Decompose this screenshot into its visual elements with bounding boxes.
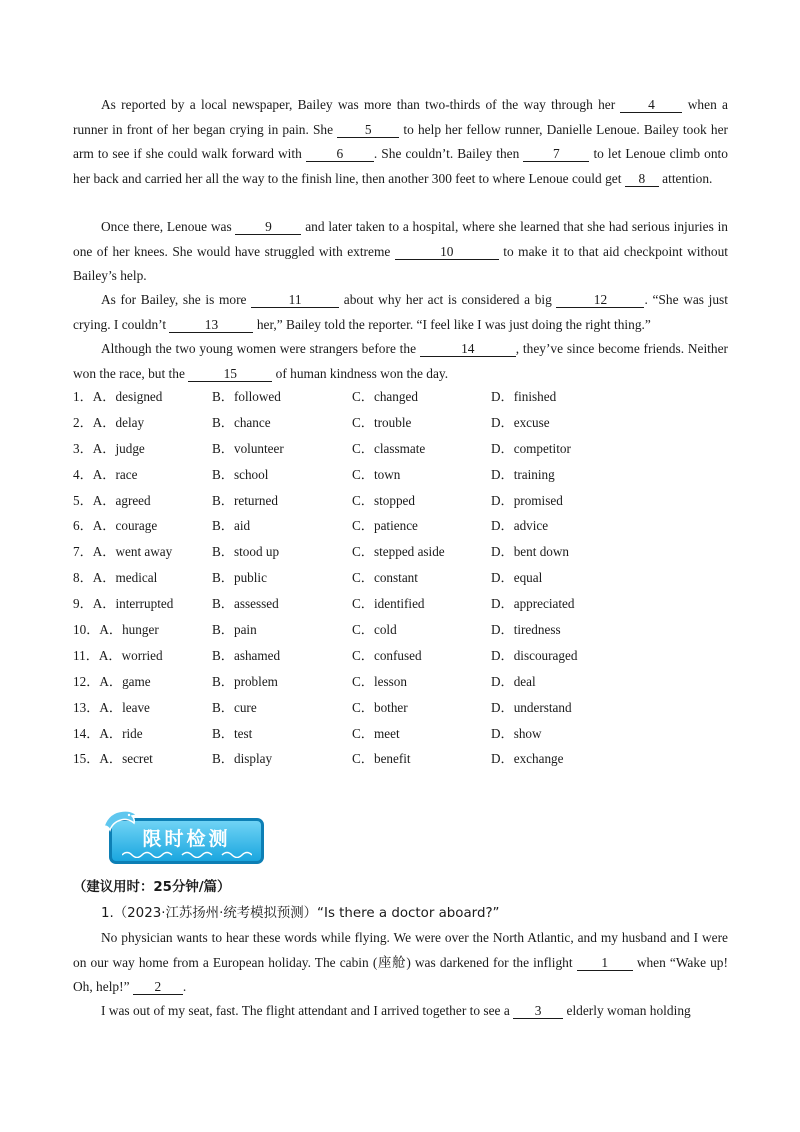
option-row: 11．A．worried B．ashamed C．confused D．discouraged [73, 647, 578, 663]
option-row: 10．A．hunger B．pain C．cold D．tiredness [73, 622, 561, 638]
blank-11[interactable]: 11 [251, 292, 339, 308]
blank-12[interactable]: 12 [556, 292, 644, 308]
answer-options [73, 386, 728, 774]
next-paragraph-2: I was out of my seat, fast. The flight attendant and I arrived together to see a 3 elderly woman holding [101, 1003, 691, 1018]
option-row: 8．A．medical B．public C．constant D．equal [73, 570, 543, 586]
passage-paragraph-4: Although the two young women were strangers before the 14 , they’ve since become friends. Neither won the race, but the 15 of human kindness won the day. [73, 341, 728, 381]
blank-4[interactable]: 4 [620, 97, 682, 113]
dolphin-icon [101, 806, 141, 836]
blank-10[interactable]: 10 [395, 244, 499, 260]
blank-5[interactable]: 5 [337, 122, 399, 138]
blank-n1[interactable]: 1 [577, 955, 633, 971]
option-row: 14．A．ride B．test C．meet D．show [73, 725, 542, 741]
passage-paragraph-2: Once there, Lenoue was 9 and later taken to a hospital, where she learned that she had serious injuries in one of her knees. She would have struggled with extreme 10 to make it to that aid checkpoint without Bailey’s help. [73, 219, 728, 283]
option-row: 15．A．secret B．display C．benefit D．exchange [73, 751, 564, 767]
blank-n3[interactable]: 3 [513, 1003, 563, 1019]
option-row: 5．A．agreed B．returned C．stopped D．promised [73, 492, 563, 508]
option-row: 13．A．leave B．cure C．bother D．understand [73, 699, 572, 715]
option-row: 9．A．interrupted B．assessed C．identified D．appreciated [73, 596, 575, 612]
blank-6[interactable]: 6 [306, 146, 374, 162]
option-row: 6．A．courage B．aid C．patience D．advice [73, 518, 549, 534]
blank-14[interactable]: 14 [420, 341, 516, 357]
blank-13[interactable]: 13 [169, 317, 253, 333]
option-row: 1．A．designed B．followed C．changed D．finished [73, 389, 557, 404]
suggested-time: （建议用时：25分钟/篇） [73, 880, 231, 895]
blank-15[interactable]: 15 [188, 366, 272, 382]
blank-8[interactable]: 8 [625, 171, 659, 187]
wave-decoration-icon [122, 850, 252, 858]
question-label: 1.（2023·江苏扬州·统考模拟预测）“Is there a doctor aboard?” [101, 906, 500, 921]
option-row: 4．A．race B．school C．town D．training [73, 466, 555, 482]
blank-9[interactable]: 9 [235, 219, 301, 235]
next-paragraph-1: No physician wants to hear these words while flying. We were over the North Atlantic, and my husband and I were on our way home from a European holiday. The cabin (座舱) was darkened for the inflight 1 when “Wake up! Oh, help!” 2 . [73, 930, 728, 994]
option-row: 7．A．went away B．stood up C．stepped aside D．bent down [73, 544, 570, 560]
passage-paragraph-3: As for Bailey, she is more 11 about why her act is considered a big 12 . “She was just crying. I couldn’t 13 her,” Bailey told the reporter. “I feel like I was just doing the right thing.” [73, 292, 728, 332]
blank-7[interactable]: 7 [523, 146, 589, 162]
option-row: 2．A．delay B．chance C．trouble D．excuse [73, 414, 550, 430]
section-badge [101, 806, 269, 868]
option-row: 12．A．game B．problem C．lesson D．deal [73, 673, 536, 689]
section-title: 限时检测 [142, 828, 231, 850]
option-row: 3．A．judge B．volunteer C．classmate D．competitor [73, 440, 571, 456]
passage-paragraph-1: As reported by a local newspaper, Bailey was more than two-thirds of the way through her 4 when a runner in front of her began crying in pain. She 5 to help her fellow runner, Danielle Lenoue. Bailey took her arm to see if she could walk forward with 6 . She couldn’t. Bailey then 7 to let Lenoue climb onto her back and carried her all the way to the finish line, then another 300 feet to where Lenoue could get 8 attention. [73, 97, 728, 186]
blank-n2[interactable]: 2 [133, 979, 183, 995]
